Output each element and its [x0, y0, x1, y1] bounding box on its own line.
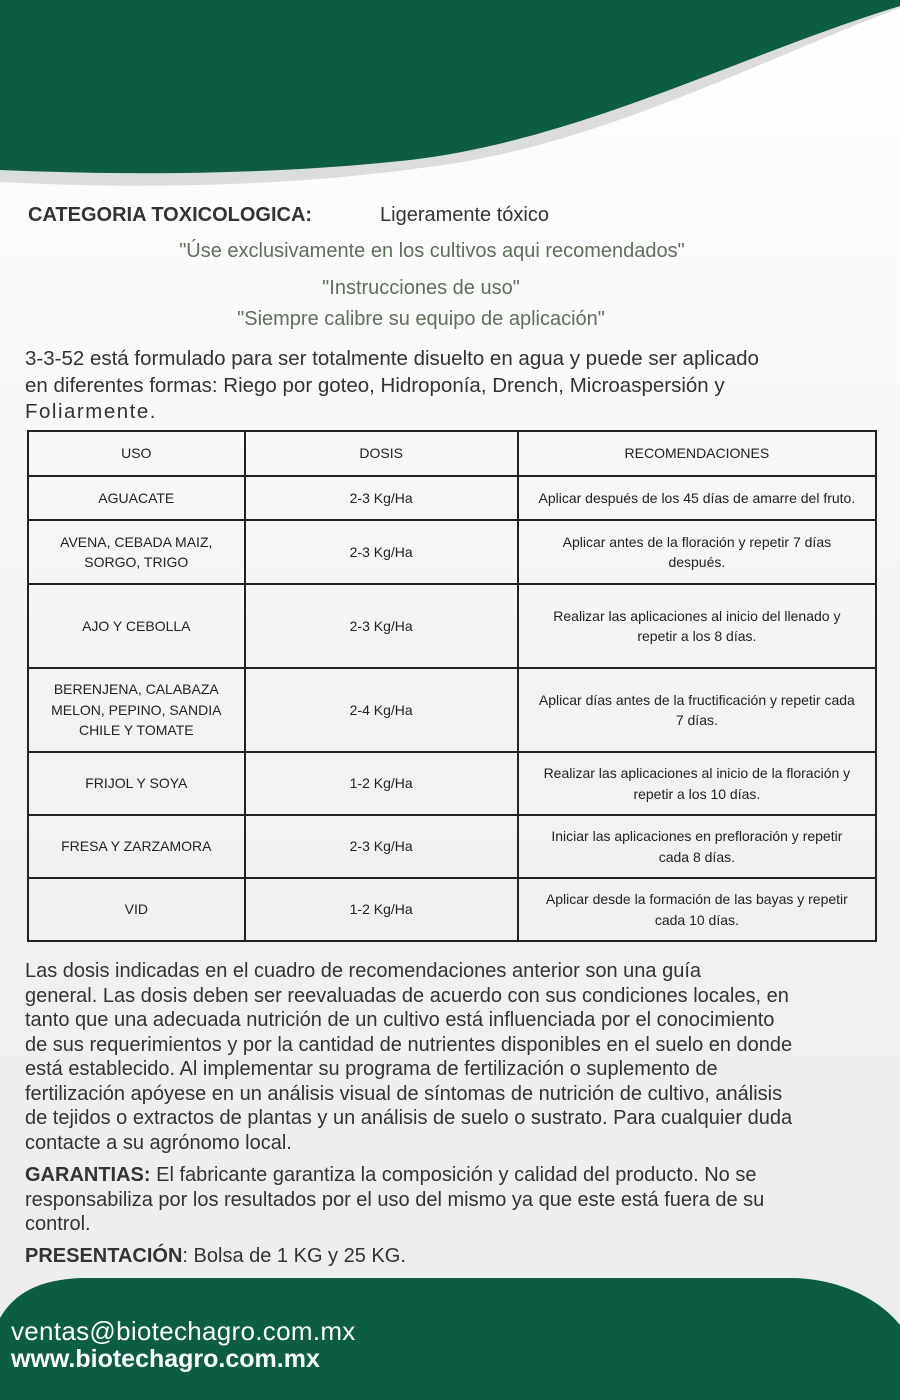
recommendation-cell: Aplicar días antes de la fructificación y repetir cada 7 días. — [518, 668, 876, 752]
exclusive-use-quote: "Úse exclusivamente en los cultivos aqui recomendados" — [179, 240, 685, 262]
dosis-cell: 2-4 Kg/Ha — [245, 668, 518, 752]
guarantee-line: GARANTIAS: El fabricante garantiza la composición y calidad del producto. No se — [25, 1164, 757, 1186]
table-row — [28, 668, 876, 752]
recommendation-cell: Aplicar desde la formación de las bayas y repetir cada 10 días. — [518, 878, 876, 941]
uso-cell: VID — [28, 878, 245, 941]
table-row — [28, 520, 876, 584]
website-link[interactable]: www.biotechagro.com.mx — [11, 1345, 320, 1373]
note-line: de tejidos o extractos de plantas y un análisis de suelo o sustrato. Para cualquier duda — [25, 1107, 793, 1129]
dosis-cell: 1-2 Kg/Ha — [245, 878, 518, 941]
table-row — [28, 476, 876, 520]
toxicology-value: Ligeramente tóxico — [380, 204, 549, 226]
uso-cell: AVENA, CEBADA MAIZ, SORGO, TRIGO — [28, 520, 245, 584]
dosis-cell: 2-3 Kg/Ha — [245, 476, 518, 520]
calibrate-quote: "Siempre calibre su equipo de aplicación" — [237, 308, 605, 330]
header-recomendaciones: RECOMENDACIONES — [518, 431, 876, 476]
note-line: tanto que una adecuada nutrición de un cultivo está influenciada por el conocimiento — [25, 1009, 775, 1031]
recommendation-cell: Realizar las aplicaciones al inicio del llenado y repetir a los 8 días. — [518, 584, 876, 668]
contact-email[interactable]: ventas@biotechagro.com.mx — [11, 1316, 356, 1346]
dosis-cell: 1-2 Kg/Ha — [245, 752, 518, 815]
table-row — [28, 878, 876, 941]
note-line: está establecido. Al implementar su programa de fertilización o suplemento de — [25, 1058, 718, 1080]
recommendation-cell: Realizar las aplicaciones al inicio de la floración y repetir a los 10 días. — [518, 752, 876, 815]
recommendation-cell: Aplicar antes de la floración y repetir 7 días después. — [518, 520, 876, 584]
guarantee-line: control. — [25, 1213, 91, 1235]
note-line: general. Las dosis deben ser reevaluadas de acuerdo con sus condiciones locales, en — [25, 984, 789, 1007]
note-line: fertilización apóyese en un análisis visual de síntomas de nutrición de cultivo, análisis — [25, 1082, 783, 1105]
dosis-cell: 2-3 Kg/Ha — [245, 520, 518, 584]
intro-line: Foliarmente. — [25, 400, 157, 423]
guarantee-label: GARANTIAS: — [25, 1164, 151, 1186]
presentation-label: PRESENTACIÓN — [25, 1245, 183, 1267]
recommendations-table — [27, 430, 877, 942]
header-dosis: DOSIS — [245, 431, 518, 476]
note-line: contacte a su agrónomo local. — [25, 1131, 292, 1154]
note-line: de sus requerimientos y por la cantidad de nutrientes disponibles en el suelo en donde — [25, 1033, 793, 1056]
toxicology-line — [28, 204, 549, 227]
table-row — [28, 815, 876, 878]
presentation-line — [25, 1245, 406, 1268]
guarantee-paragraph — [25, 1163, 870, 1237]
dosis-cell: 2-3 Kg/Ha — [245, 584, 518, 668]
table-row — [28, 752, 876, 815]
intro-line: en diferentes formas: Riego por goteo, Hidroponía, Drench, Microaspersión y — [25, 373, 725, 397]
recommendation-cell: Aplicar después de los 45 días de amarre del fruto. — [518, 476, 876, 520]
header-wave-green — [0, 0, 900, 173]
uso-cell: AJO Y CEBOLLA — [28, 584, 245, 668]
presentation-text: : Bolsa de 1 KG y 25 KG. — [182, 1245, 406, 1267]
toxicology-label: CATEGORIA TOXICOLOGICA: — [28, 204, 313, 226]
uso-cell: AGUACATE — [28, 476, 245, 520]
uso-cell: FRESA Y ZARZAMORA — [28, 815, 245, 878]
intro-paragraph — [25, 346, 825, 426]
dosis-cell: 2-3 Kg/Ha — [245, 815, 518, 878]
instructions-quote: "Instrucciones de uso" — [322, 277, 520, 299]
table-header-row — [28, 431, 876, 476]
header-wave — [0, 0, 900, 210]
header-uso: USO — [28, 431, 245, 476]
dosage-note-paragraph — [25, 959, 870, 1155]
intro-line: 3-3-52 está formulado para ser totalmente disuelto en agua y puede ser aplicado — [25, 347, 759, 370]
uso-cell: BERENJENA, CALABAZA MELON, PEPINO, SANDIA CHILE Y TOMATE — [28, 668, 245, 752]
recommendation-cell: Iniciar las aplicaciones en prefloración y repetir cada 8 días. — [518, 815, 876, 878]
uso-cell: FRIJOL Y SOYA — [28, 752, 245, 815]
note-line: Las dosis indicadas en el cuadro de recomendaciones anterior son una guía — [25, 960, 701, 982]
guarantee-line: responsabiliza por los resultados por el uso del mismo ya que este está fuera de su — [25, 1188, 765, 1211]
table-row — [28, 584, 876, 668]
